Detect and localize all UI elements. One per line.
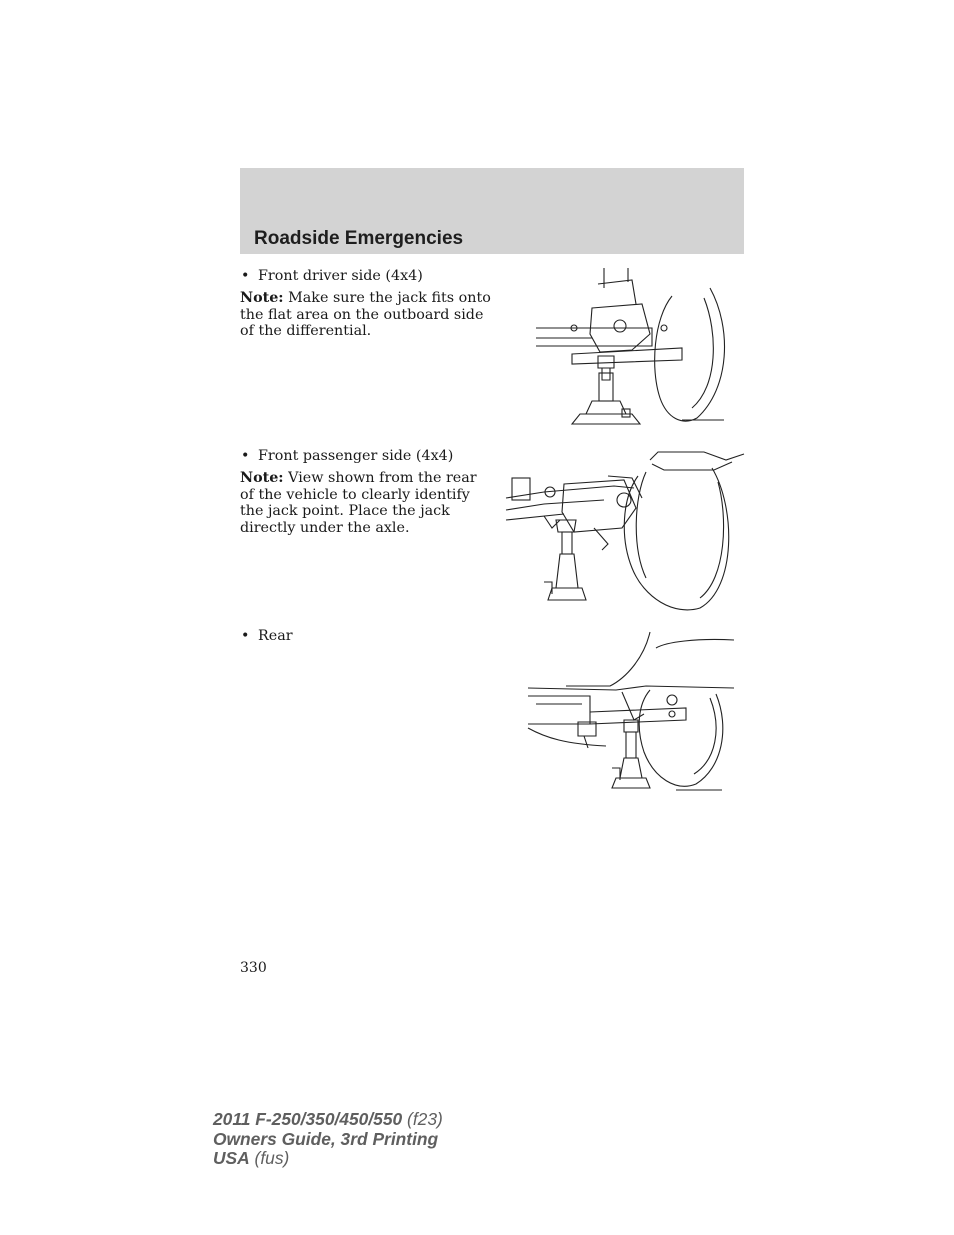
footer-line-2: Owners Guide, 3rd Printing [213,1128,439,1149]
rear-jack-illustration [526,628,738,794]
bullet-item [240,448,492,464]
note-label: Note: [240,290,284,307]
note [240,470,492,536]
footer-market: USA [213,1148,250,1168]
bullet-item [240,628,492,644]
section-front-passenger [240,448,492,536]
section-front-driver [240,268,492,340]
bullet-text: Front passenger side (4x4) [258,448,454,464]
front-passenger-jack-illustration [504,448,746,616]
section-title: Roadside Emergencies [254,228,464,249]
bullet-dot: • [241,448,250,464]
note [240,290,492,339]
section-rear [240,628,492,644]
footer-market-code: (fus) [249,1148,290,1168]
footer-model-code: (f23) [402,1109,443,1129]
footer-line-3 [213,1149,443,1169]
bullet-text: Rear [258,628,293,644]
bullet-dot: • [241,268,250,284]
page-number: 330 [240,960,267,976]
section-header-band [240,168,744,254]
footer-line-1 [213,1110,443,1130]
bullet-text: Front driver side (4x4) [258,268,423,284]
note-label: Note: [240,470,284,487]
note-text: Make sure the jack fits onto the flat area on the outboard side of the differential. [240,290,491,340]
document-footer [213,1110,443,1169]
bullet-item [240,268,492,284]
note-text: View shown from the rear of the vehicle to clearly identify the jack point. Place the jack directly under the axle. [240,470,477,536]
footer-model: 2011 F-250/350/450/550 [213,1109,403,1129]
front-driver-jack-illustration [532,268,728,434]
bullet-dot: • [241,628,250,644]
